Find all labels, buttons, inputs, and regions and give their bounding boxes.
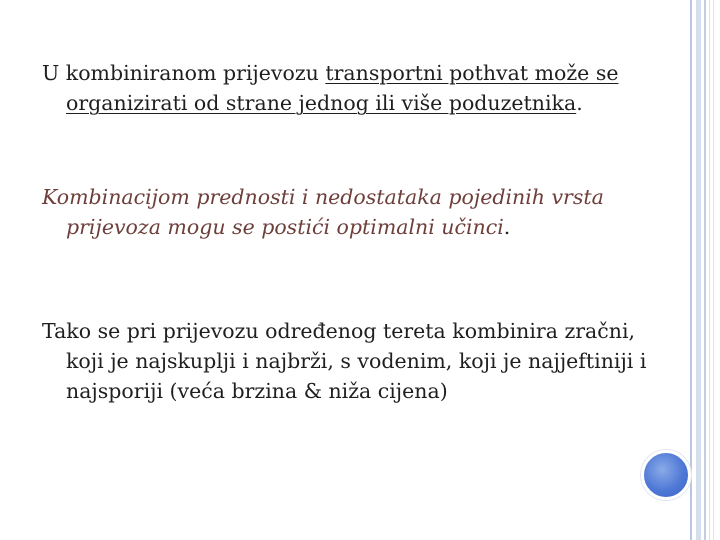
para2-text: Kombinacijom prednosti i nedostataka pojedinih vrsta prijevoza mogu se postići optimalni učinci — [42, 185, 604, 239]
decorative-rail — [690, 0, 692, 540]
para1-tail: . — [576, 91, 583, 115]
para1-lead: U kombiniranom prijevozu — [42, 61, 326, 85]
paragraph-combination-benefits — [42, 182, 666, 242]
para2-tail: . — [503, 215, 511, 239]
decorative-circle — [641, 450, 691, 500]
decorative-rail — [696, 0, 701, 540]
para1-underlined: transportni pothvat može se organizirati od strane jednog ili više poduzetnika — [66, 61, 619, 115]
decorative-rail — [704, 0, 706, 540]
para3-text: Tako se pri prijevozu određenog tereta kombinira zračni, koji je najskuplji i najbrži, s vodenim, koji je najjeftiniji i najsporiji (veća brzina & niža cijena) — [42, 319, 647, 403]
decorative-rail — [713, 0, 714, 540]
paragraph-combined-transport — [42, 58, 666, 118]
paragraph-cargo-example — [42, 316, 666, 406]
decorative-rail — [709, 0, 710, 540]
